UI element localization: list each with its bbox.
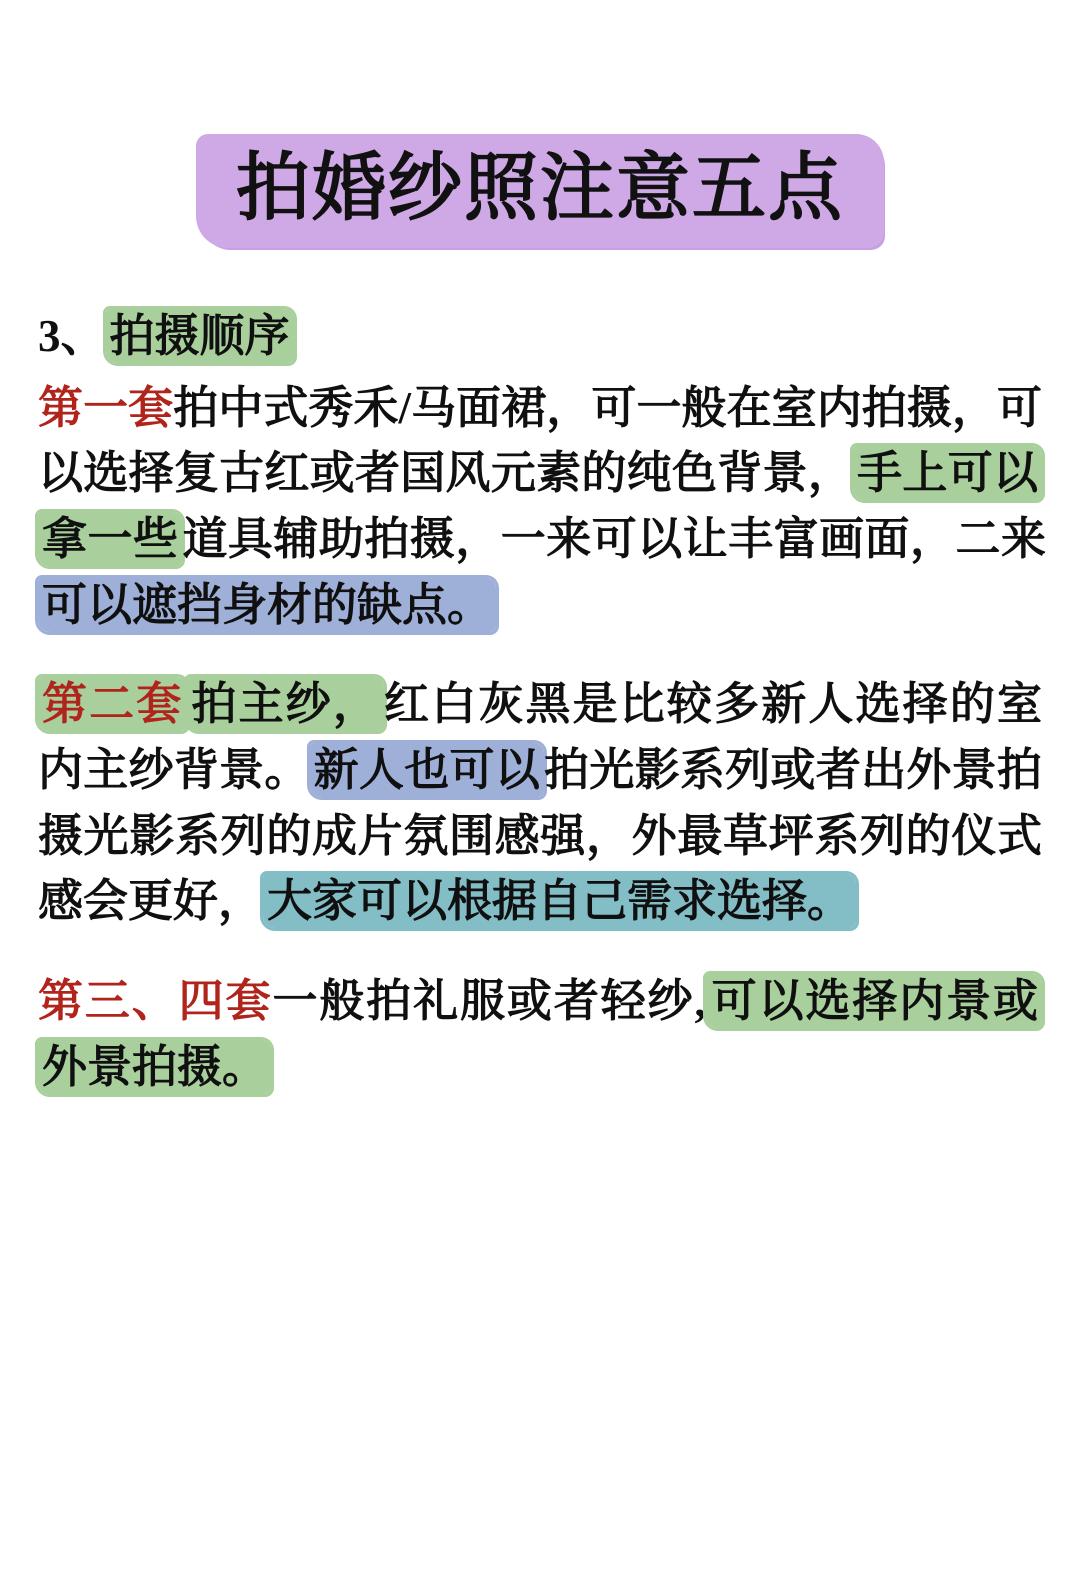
p2-run-5: 拍光影系列或者出外景拍摄光影系列的成片氛围感强，外最草坪系列的仪式感会更好，: [38, 745, 1042, 927]
p1-run-5: 可以遮挡身材的缺点。: [38, 578, 496, 632]
p2-run-4: 新人也可以: [310, 743, 544, 797]
paragraph-3: [38, 969, 1042, 1100]
p2-run-6: 大家可以根据自己需求选择。: [263, 874, 856, 928]
section-number: 3、: [38, 310, 106, 361]
page-title: 拍婚纱照注意五点: [202, 140, 878, 242]
p2-run-2: 拍主纱，: [187, 677, 384, 731]
page-title-container: [38, 140, 1042, 242]
p1-run-1: 第一套: [38, 382, 174, 433]
p3-run-3: 可以选择内景或外景拍摄。: [38, 974, 1042, 1094]
section-heading-line: [38, 304, 1042, 370]
p2-run-3: 红白灰黑是比较多新人选择的室内主纱背景。: [38, 679, 1042, 796]
section-heading: 拍摄顺序: [106, 309, 294, 363]
p1-run-2: 拍中式秀禾/马面裙，可一般在室内拍摄，可以选择复古红或者国风元素的纯色背景，: [38, 382, 1042, 499]
p1-run-3: 手上可以拿一些: [38, 446, 1042, 566]
paragraph-1: [38, 376, 1046, 639]
p1-run-4: 道具辅助拍摄，一来可以让丰富画面，二来: [182, 513, 1046, 564]
document-body: [38, 304, 1046, 1101]
paragraph-2: [38, 672, 1042, 935]
p3-run-2: 一般拍礼服或者轻纱,: [272, 976, 706, 1027]
document-page: [0, 140, 1080, 1580]
p3-run-1: 第三、四套: [38, 976, 273, 1027]
p2-run-1: 第二套: [38, 677, 187, 731]
